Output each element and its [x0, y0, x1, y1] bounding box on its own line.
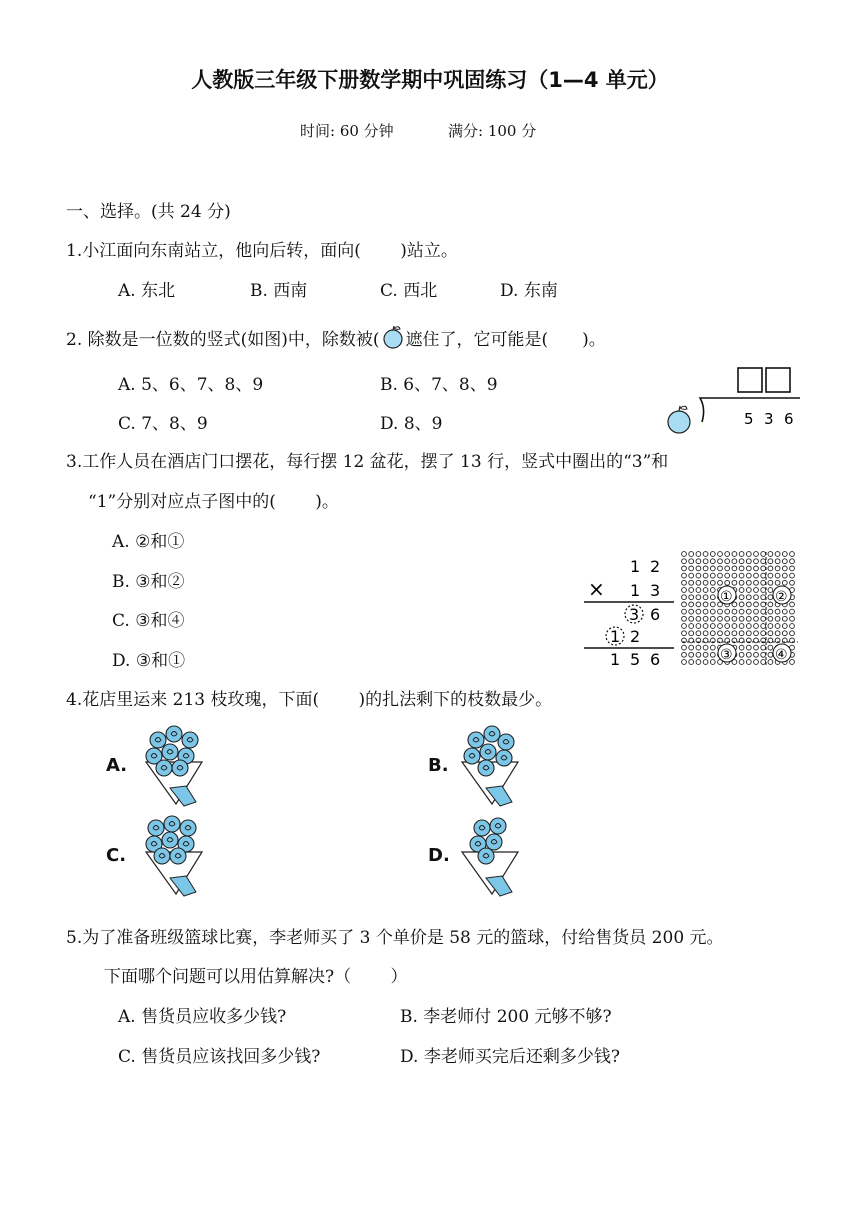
- q2-option-c[interactable]: C. 7、8、9: [118, 414, 208, 434]
- mult-digit: 3: [650, 581, 661, 600]
- dot-label-3: ③: [720, 647, 733, 663]
- mult-digit: 1: [610, 650, 621, 669]
- rose-bouquet-icon: [452, 812, 532, 902]
- q2-option-d[interactable]: D. 8、9: [380, 414, 443, 434]
- q4-option-c[interactable]: C.: [106, 845, 127, 866]
- exam-time: 时间: 60 分钟: [300, 122, 394, 140]
- q2-option-a[interactable]: A. 5、6、7、8、9: [118, 375, 264, 395]
- question-3-line-1: 3.工作人员在酒店门口摆花，每行摆 12 盆花，摆了 13 行，竖式中圈出的“3”和: [66, 452, 669, 472]
- mult-digit: 5: [630, 650, 641, 669]
- q5-option-c[interactable]: C. 售货员应该找回多少钱?: [118, 1047, 321, 1067]
- q1-option-c[interactable]: C. 西北: [380, 281, 438, 301]
- q3-option-c[interactable]: C. ③和④: [112, 611, 185, 631]
- q4-option-a[interactable]: A.: [106, 755, 128, 776]
- apple-icon: [668, 411, 690, 433]
- dividend-digit-2: 3: [764, 410, 774, 428]
- q2-option-b[interactable]: B. 6、7、8、9: [380, 375, 498, 395]
- question-2-text-b: 遮住了，它可能是( )。: [405, 330, 606, 350]
- rose-bouquet-icon: [136, 722, 216, 812]
- q3-option-d[interactable]: D. ③和①: [112, 651, 186, 671]
- dot-label-1: ①: [720, 589, 733, 605]
- mult-digit: 6: [650, 650, 661, 669]
- q1-option-a[interactable]: A. 东北: [118, 281, 176, 301]
- page-title: 人教版三年级下册数学期中巩固练习（1—4 单元）: [191, 68, 669, 92]
- mult-digit: 2: [650, 557, 661, 576]
- quotient-box-1: [738, 368, 762, 392]
- q1-option-d[interactable]: D. 东南: [500, 281, 558, 301]
- mult-digit: 1: [610, 627, 621, 646]
- q3-option-a[interactable]: A. ②和①: [112, 532, 185, 552]
- rose-bouquet-icon: [136, 812, 216, 902]
- dot-label-2: ②: [775, 589, 788, 605]
- question-1: 1.小江面向东南站立，他向后转，面向( )站立。: [66, 241, 458, 261]
- times-sign: ×: [588, 577, 605, 601]
- dot-grid-figure: [680, 550, 800, 668]
- dot-label-4: ④: [775, 647, 788, 663]
- question-2-text-a: 2. 除数是一位数的竖式(如图)中，除数被(: [66, 330, 380, 350]
- q4-option-b[interactable]: B.: [428, 755, 449, 776]
- q1-option-b[interactable]: B. 西南: [250, 281, 308, 301]
- apple-icon: [380, 325, 406, 347]
- multiplication-figure: [580, 552, 680, 672]
- question-3-line-2: “1”分别对应点子图中的( )。: [88, 492, 339, 512]
- mult-digit: 2: [630, 627, 641, 646]
- exam-score: 满分: 100 分: [448, 122, 537, 140]
- dividend-digit-3: 6: [784, 410, 794, 428]
- q3-option-b[interactable]: B. ③和②: [112, 572, 185, 592]
- question-4: 4.花店里运来 213 枝玫瑰，下面( )的扎法剩下的枝数最少。: [66, 690, 553, 710]
- q5-option-d[interactable]: D. 李老师买完后还剩多少钱?: [400, 1047, 620, 1067]
- q5-option-b[interactable]: B. 李老师付 200 元够不够?: [400, 1007, 612, 1027]
- mult-digit: 1: [630, 557, 641, 576]
- quotient-box-2: [766, 368, 790, 392]
- q4-option-d[interactable]: D.: [428, 845, 450, 866]
- mult-digit: 6: [650, 605, 661, 624]
- question-5-line-1: 5.为了准备班级篮球比赛，李老师买了 3 个单价是 58 元的篮球，付给售货员 200 元。: [66, 928, 724, 948]
- section-heading: 一、选择。(共 24 分): [66, 202, 231, 222]
- mult-digit: 1: [630, 581, 641, 600]
- dividend-digit-1: 5: [744, 410, 754, 428]
- division-figure: [660, 362, 810, 442]
- mult-digit: 3: [629, 605, 640, 624]
- q5-option-a[interactable]: A. 售货员应收多少钱?: [118, 1007, 287, 1027]
- question-2: [66, 325, 606, 350]
- question-5-line-2: 下面哪个问题可以用估算解决?（ ）: [104, 967, 408, 987]
- rose-bouquet-icon: [452, 722, 532, 812]
